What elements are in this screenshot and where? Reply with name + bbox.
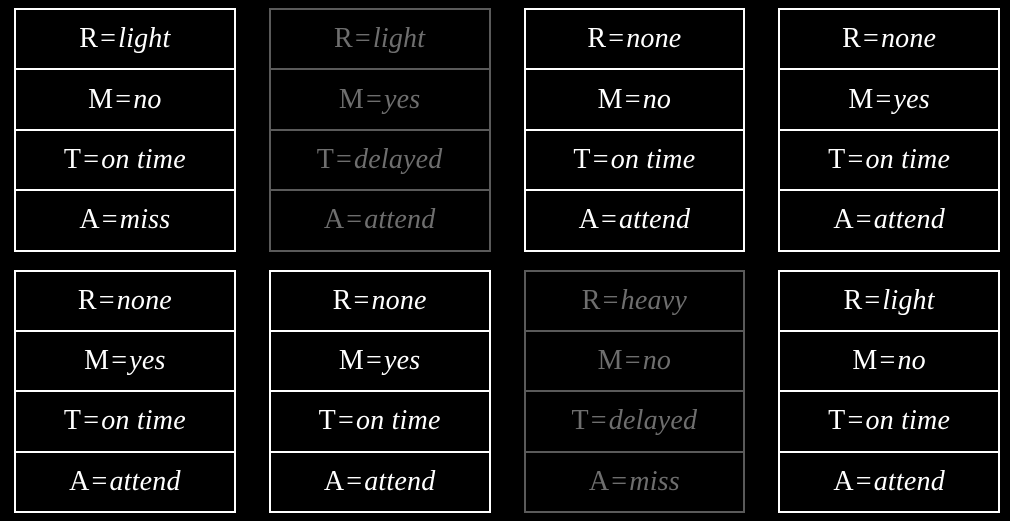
attribute-row	[526, 131, 744, 191]
equals-sign: =	[115, 83, 132, 115]
attribute-key: R	[843, 284, 863, 316]
attribute-row	[16, 453, 234, 511]
attribute-row	[780, 392, 998, 452]
attribute-row	[271, 191, 489, 249]
attribute-key: R	[587, 23, 607, 55]
attribute-key: A	[833, 465, 854, 497]
equals-sign: =	[337, 405, 354, 437]
equals-sign: =	[600, 204, 617, 236]
attribute-value: on time	[101, 405, 186, 437]
attribute-key: R	[334, 23, 353, 55]
attribute-value: no	[642, 83, 672, 115]
attribute-row	[780, 70, 998, 130]
attribute-key: A	[323, 465, 345, 497]
equals-sign: =	[624, 83, 641, 115]
equals-sign: =	[855, 465, 872, 497]
attribute-card	[778, 8, 1000, 252]
attribute-key: T	[828, 143, 846, 175]
attribute-row	[271, 10, 489, 70]
attribute-value: none	[880, 23, 937, 55]
equals-sign: =	[879, 345, 896, 377]
attribute-key: T	[318, 405, 336, 437]
attribute-key: R	[332, 284, 352, 316]
attribute-key: A	[588, 465, 610, 497]
equals-sign: =	[346, 465, 363, 497]
equals-sign: =	[611, 465, 628, 497]
attribute-value: on time	[101, 143, 186, 175]
attribute-value: yes	[384, 345, 421, 377]
attribute-value: heavy	[620, 284, 687, 316]
attribute-row	[780, 10, 998, 70]
equals-sign: =	[864, 284, 881, 316]
attribute-value: on time	[865, 405, 951, 437]
attribute-key: T	[828, 405, 846, 437]
attribute-key: A	[833, 204, 854, 236]
attribute-row	[271, 453, 489, 511]
attribute-row	[16, 191, 234, 249]
attribute-key: M	[848, 83, 874, 115]
equals-sign: =	[366, 83, 382, 115]
attribute-row	[780, 453, 998, 511]
attribute-value: miss	[629, 465, 680, 497]
attribute-row	[16, 272, 234, 332]
attribute-card	[14, 8, 236, 252]
attribute-value: attend	[364, 465, 436, 497]
attribute-key: A	[69, 465, 90, 497]
attribute-row	[16, 332, 234, 392]
equals-sign: =	[855, 204, 872, 236]
attribute-value: delayed	[354, 143, 443, 175]
attribute-row	[16, 131, 234, 191]
equals-sign: =	[353, 284, 370, 316]
attribute-key: M	[338, 345, 364, 377]
attribute-value: attend	[618, 204, 691, 236]
attribute-value: light	[882, 284, 935, 316]
attribute-key: A	[578, 204, 599, 236]
attribute-card	[778, 270, 1000, 514]
equals-sign: =	[354, 23, 371, 55]
attribute-row	[526, 10, 744, 70]
attribute-value: no	[642, 345, 672, 377]
attribute-value: no	[897, 345, 926, 377]
attribute-value: no	[133, 83, 162, 115]
equals-sign: =	[100, 23, 117, 55]
attribute-key: T	[573, 143, 591, 175]
attribute-row	[16, 10, 234, 70]
attribute-row	[526, 453, 744, 511]
attribute-value: yes	[893, 83, 930, 115]
attribute-value: light	[118, 23, 171, 55]
attribute-value: none	[116, 284, 172, 316]
equals-sign: =	[608, 23, 625, 55]
attribute-key: R	[77, 284, 97, 316]
attribute-key: R	[79, 23, 99, 55]
equals-sign: =	[98, 284, 115, 316]
equals-sign: =	[847, 405, 864, 437]
attribute-row	[526, 332, 744, 392]
attribute-key: M	[84, 345, 110, 377]
attribute-key: A	[323, 204, 345, 236]
attribute-row	[271, 70, 489, 130]
attribute-value: none	[371, 284, 427, 316]
equals-sign: =	[111, 345, 128, 377]
attribute-card	[14, 270, 236, 514]
attribute-key: T	[63, 405, 82, 437]
equals-sign: =	[592, 143, 609, 175]
attribute-card	[524, 8, 746, 252]
attribute-row	[271, 272, 489, 332]
attribute-row	[16, 70, 234, 130]
attribute-row	[526, 70, 744, 130]
equals-sign: =	[91, 465, 108, 497]
attribute-key: R	[842, 23, 861, 55]
attribute-key: T	[316, 143, 335, 175]
attribute-row	[526, 272, 744, 332]
attribute-value: attend	[873, 465, 945, 497]
attribute-key: A	[79, 204, 100, 236]
attribute-value: miss	[119, 204, 171, 236]
equals-sign: =	[83, 143, 100, 175]
equals-sign: =	[590, 405, 607, 437]
attribute-row	[780, 191, 998, 249]
attribute-row	[16, 392, 234, 452]
attribute-row	[271, 332, 489, 392]
attribute-key: M	[597, 345, 623, 377]
attribute-card	[269, 270, 491, 514]
attribute-value: yes	[384, 83, 421, 115]
attribute-row	[526, 392, 744, 452]
attribute-card	[269, 8, 491, 252]
attribute-value: light	[372, 23, 426, 55]
attribute-key: M	[597, 83, 623, 115]
attribute-value: none	[626, 23, 682, 55]
attribute-value: yes	[129, 345, 166, 377]
attribute-row	[780, 131, 998, 191]
attribute-key: T	[571, 405, 589, 437]
attribute-value: attend	[109, 465, 181, 497]
attribute-key: M	[88, 83, 114, 115]
attribute-row	[271, 131, 489, 191]
attribute-value: on time	[355, 405, 441, 437]
equals-sign: =	[336, 143, 353, 175]
equals-sign: =	[602, 284, 619, 316]
equals-sign: =	[875, 83, 892, 115]
equals-sign: =	[862, 23, 879, 55]
attribute-card	[524, 270, 746, 514]
attribute-key: M	[338, 83, 364, 115]
attribute-value: on time	[610, 143, 696, 175]
attribute-key: M	[852, 345, 878, 377]
attribute-row	[780, 272, 998, 332]
equals-sign: =	[847, 143, 864, 175]
equals-sign: =	[624, 345, 641, 377]
equals-sign: =	[101, 204, 118, 236]
attribute-row	[780, 332, 998, 392]
attribute-value: on time	[865, 143, 951, 175]
equals-sign: =	[366, 345, 382, 377]
attribute-value: attend	[873, 204, 945, 236]
equals-sign: =	[83, 405, 100, 437]
attribute-key: T	[63, 143, 82, 175]
attribute-value: attend	[364, 204, 436, 236]
attribute-value: delayed	[608, 405, 698, 437]
attribute-row	[526, 191, 744, 249]
equals-sign: =	[346, 204, 363, 236]
attribute-key: R	[581, 284, 601, 316]
attribute-row	[271, 392, 489, 452]
